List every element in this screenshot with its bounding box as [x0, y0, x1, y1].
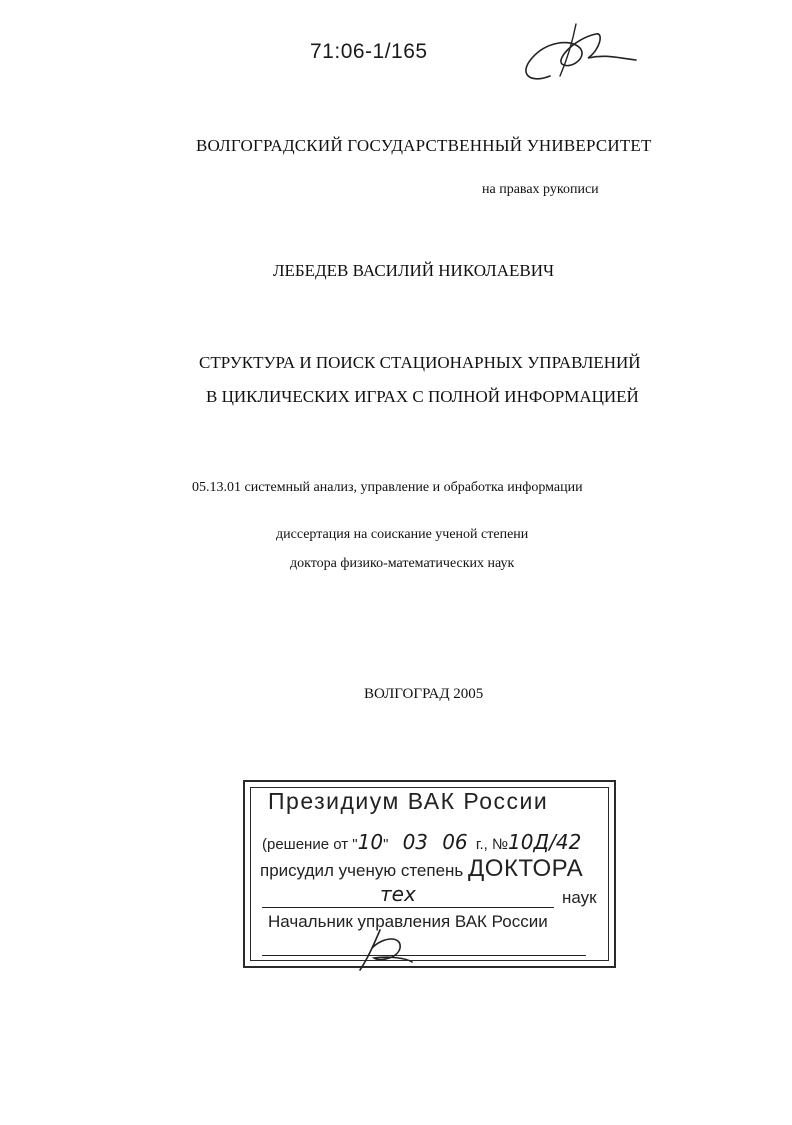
decision-month: 03 — [402, 830, 429, 854]
author-name: ЛЕБЕДЕВ ВАСИЛИЙ НИКОЛАЕВИЧ — [273, 261, 555, 280]
university-name: ВОЛГОГРАДСКИЙ ГОСУДАРСТВЕННЫЙ УНИВЕРСИТЕТ — [196, 136, 652, 155]
decision-prefix: (решение от " — [262, 836, 358, 853]
decision-number: 10Д/42 — [508, 830, 582, 854]
decision-number-label: г., № — [475, 836, 509, 853]
decision-quote: " — [383, 836, 389, 853]
chief-signature-mark — [350, 918, 430, 978]
specialty-code: 05.13.01 системный анализ, управление и обработка информации — [192, 480, 583, 495]
stamp-header: Президиум ВАК России — [268, 788, 549, 814]
thesis-title-line-1: СТРУКТУРА И ПОИСК СТАЦИОНАРНЫХ УПРАВЛЕНИЙ — [199, 353, 641, 372]
degree-field: тех — [380, 882, 416, 906]
degree-line-2: доктора физико-математических наук — [290, 556, 515, 571]
signature-mark — [510, 14, 650, 94]
manuscript-rights: на правах рукописи — [482, 182, 599, 197]
decision-year: 06 — [442, 830, 468, 854]
stamp-decision-line — [262, 830, 581, 854]
city-year: ВОЛГОГРАД 2005 — [364, 686, 484, 702]
stamp-awarded-line — [260, 855, 583, 883]
decision-day: 10 — [357, 830, 384, 854]
degree-level: ДОКТОРА — [468, 855, 584, 882]
stamp-chief-line: Начальник управления ВАК России — [268, 912, 548, 931]
field-underline — [262, 907, 554, 908]
thesis-title-line-2: В ЦИКЛИЧЕСКИХ ИГРАХ С ПОЛНОЙ ИНФОРМАЦИЕЙ — [206, 387, 639, 406]
sciences-label: наук — [562, 888, 597, 907]
document-code: 71:06-1/165 — [310, 40, 428, 63]
degree-line-1: диссертация на соискание ученой степени — [276, 527, 529, 542]
awarded-text: присудил ученую степень — [260, 861, 464, 880]
